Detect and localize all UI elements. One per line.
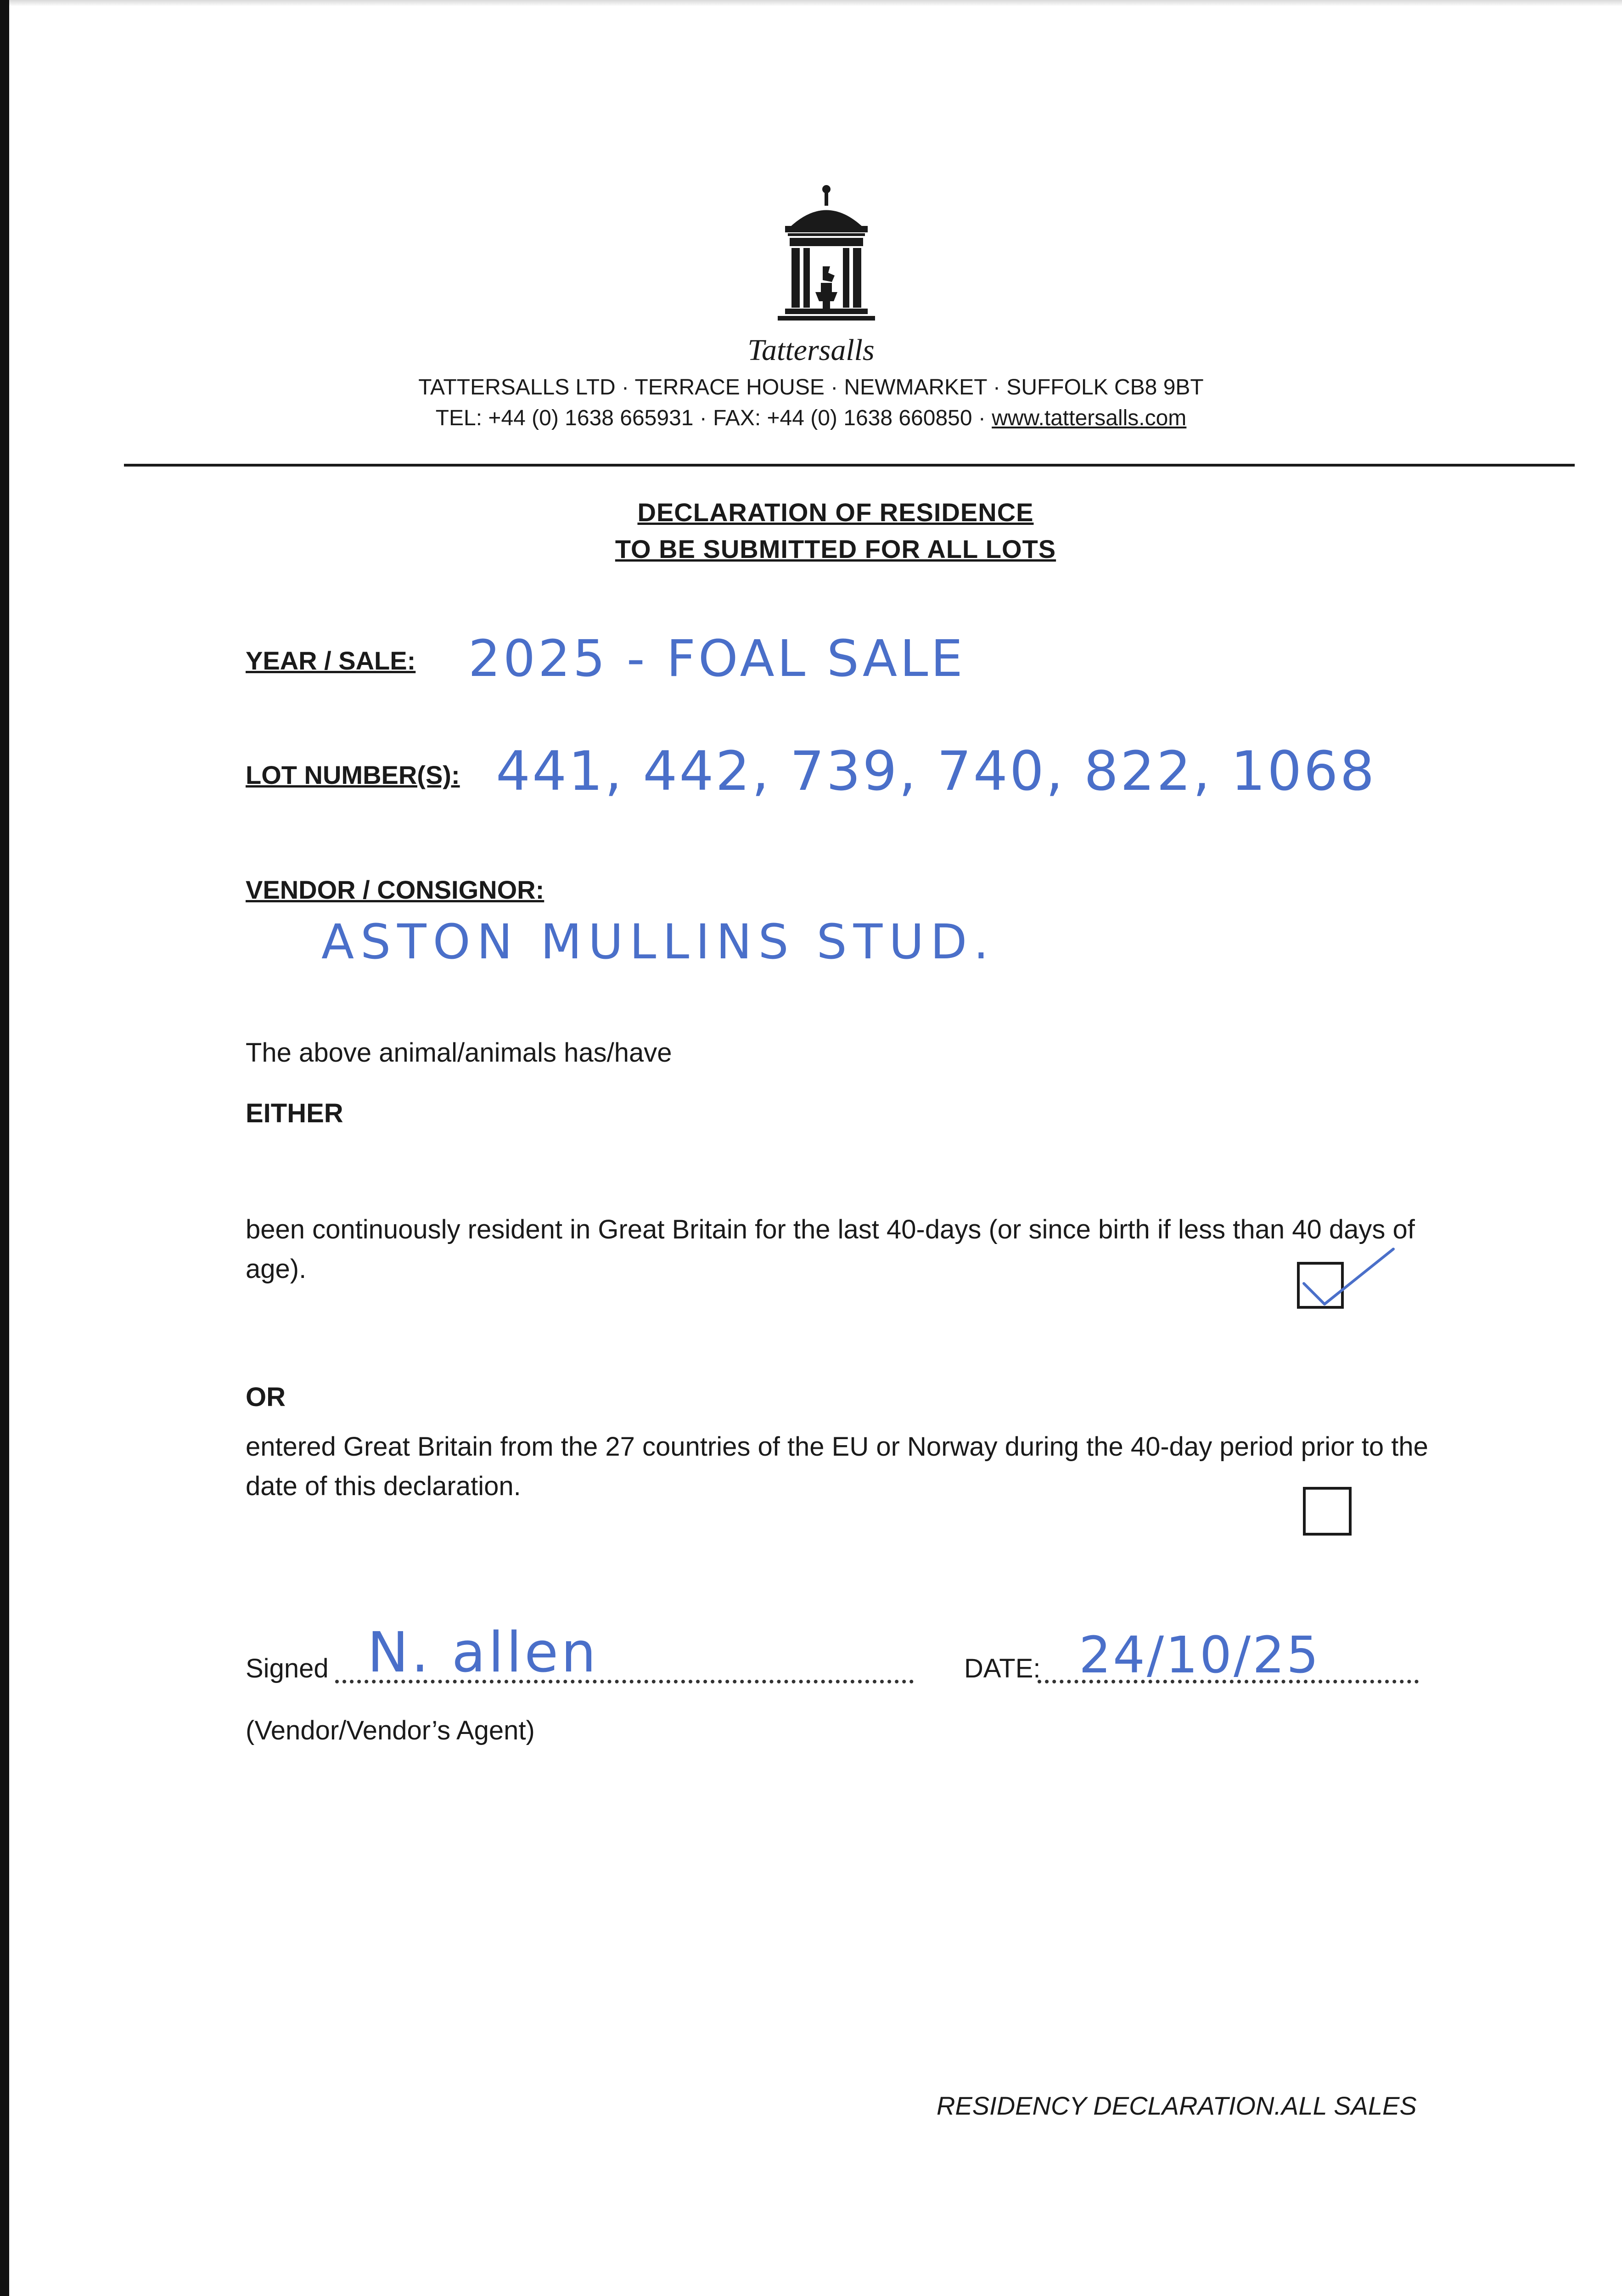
scan-top-edge xyxy=(0,0,1622,6)
form-title: DECLARATION OF RESIDENCE xyxy=(637,498,1034,527)
header-divider xyxy=(124,464,1575,467)
year-sale-value: 2025 - FOAL SALE xyxy=(468,629,965,688)
vendor-consignor-label: VENDOR / CONSIGNOR: xyxy=(246,875,544,904)
either-heading: EITHER xyxy=(246,1098,343,1128)
checkmark-icon xyxy=(1290,1240,1396,1318)
website-link[interactable]: www.tattersalls.com xyxy=(992,406,1187,430)
form-subtitle: TO BE SUBMITTED FOR ALL LOTS xyxy=(615,535,1056,563)
option-entered-text: entered Great Britain from the 27 countries of the EU or Norway during the 40-day period prior to the date of this declaration. xyxy=(246,1432,1428,1501)
option-entered-checkbox[interactable] xyxy=(1303,1487,1352,1536)
brand-name: Tattersalls xyxy=(747,333,875,367)
year-sale-label: YEAR / SALE: xyxy=(246,646,416,675)
document-footer: RESIDENCY DECLARATION.ALL SALES xyxy=(937,2091,1417,2120)
date-label: DATE: xyxy=(964,1654,1041,1683)
option-resident-text: been continuously resident in Great Britain for the last 40-days (or since birth if less than 40 days of age). xyxy=(246,1215,1415,1284)
contact-numbers: TEL: +44 (0) 1638 665931 · FAX: +44 (0) 1638 660850 · xyxy=(435,406,992,430)
intro-text: The above animal/animals has/have xyxy=(246,1038,672,1068)
signatory-role: (Vendor/Vendor’s Agent) xyxy=(246,1716,535,1745)
tattersalls-logo-icon xyxy=(771,184,881,335)
company-address: TATTERSALLS LTD · TERRACE HOUSE · NEWMARKET · SUFFOLK CB8 9BT xyxy=(418,375,1204,400)
lot-numbers-label: LOT NUMBER(S): xyxy=(246,760,460,789)
or-heading: OR xyxy=(246,1382,286,1412)
vendor-consignor-value: ASTON MULLINS STUD. xyxy=(321,914,995,970)
signed-label: Signed xyxy=(246,1654,329,1683)
lot-numbers-value: 441, 442, 739, 740, 822, 1068 xyxy=(496,739,1376,803)
date-value: 24/10/25 xyxy=(1079,1626,1321,1684)
signature-value: N. allen xyxy=(367,1621,599,1685)
contact-line xyxy=(0,405,1622,431)
